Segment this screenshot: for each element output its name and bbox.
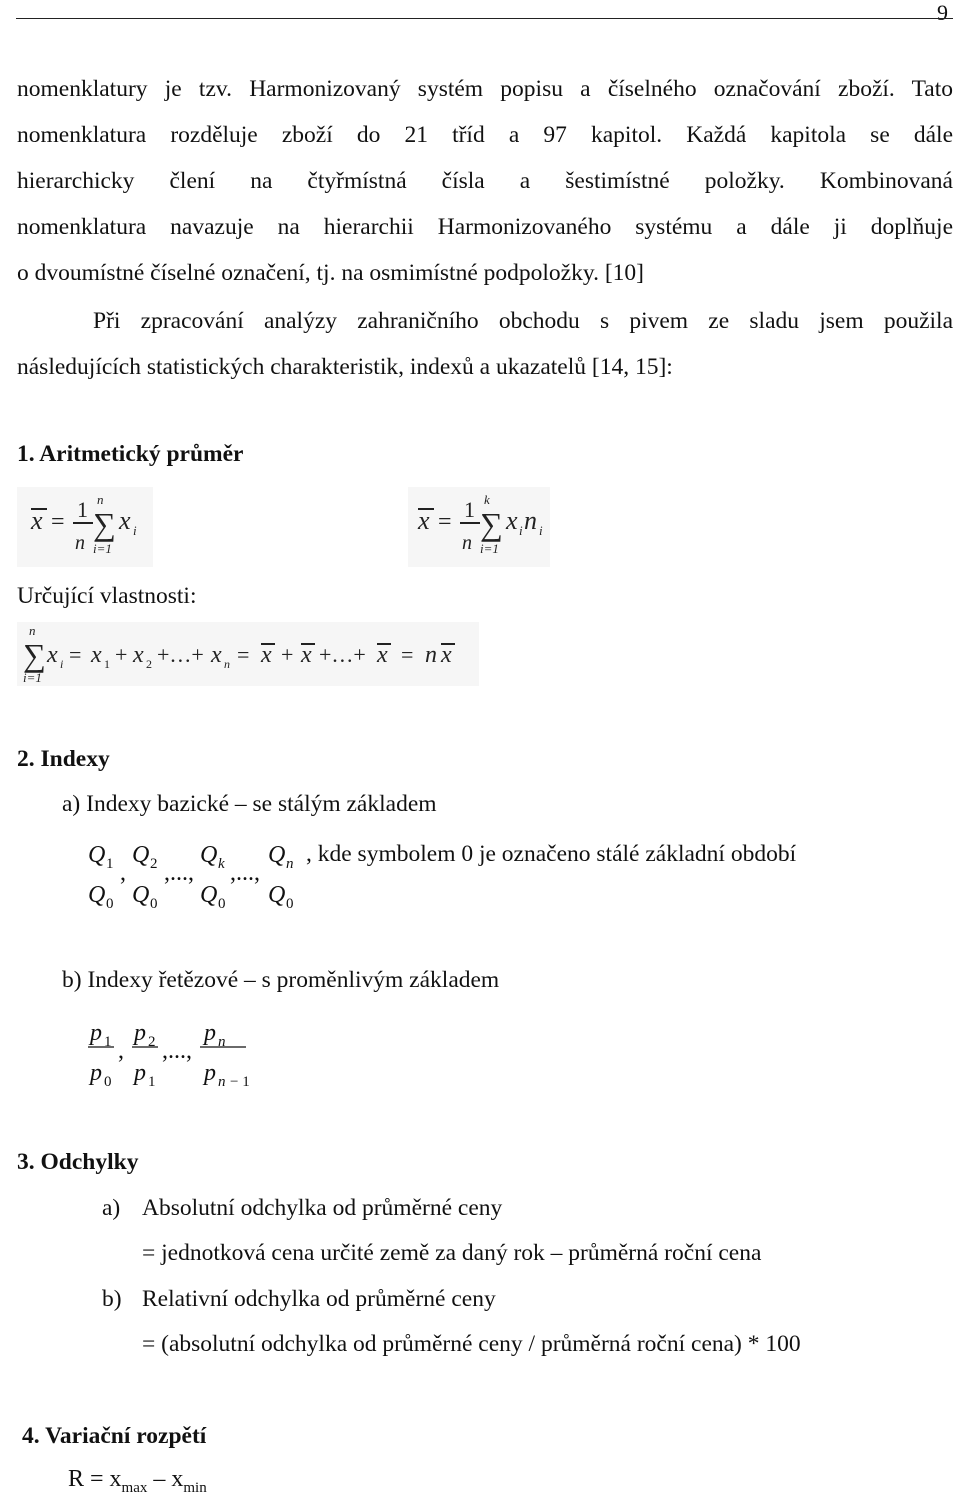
- svg-text:x: x: [301, 642, 312, 668]
- svg-text:x: x: [91, 642, 102, 668]
- svg-text:x: x: [261, 642, 272, 668]
- svg-text:x: x: [133, 642, 144, 668]
- svg-text:1: 1: [106, 856, 114, 872]
- svg-text:n: n: [462, 532, 472, 554]
- list-marker: b): [102, 1286, 122, 1312]
- svg-text:Q: Q: [268, 882, 286, 908]
- svg-text:n: n: [218, 1034, 226, 1050]
- svg-text:x: x: [211, 642, 222, 668]
- svg-text:x: x: [441, 642, 452, 668]
- svg-text:+: +: [115, 642, 128, 667]
- svg-text:k: k: [218, 856, 225, 872]
- svg-text:Q: Q: [268, 842, 286, 868]
- range-formula-main: R = x: [68, 1466, 122, 1492]
- svg-text:∑: ∑: [93, 506, 116, 542]
- svg-text:Q: Q: [200, 842, 218, 868]
- relative-deviation-formula: = (absolutní odchylka od průměrné ceny / průměrná roční cena) * 100: [142, 1331, 801, 1357]
- svg-text:Q: Q: [88, 882, 106, 908]
- base-index-note: , kde symbolem 0 je označeno stálé základní období: [306, 841, 797, 867]
- svg-text:=: =: [401, 642, 414, 667]
- svg-text:i=1: i=1: [480, 541, 499, 556]
- svg-text:x: x: [506, 506, 518, 535]
- svg-text:i=1: i=1: [23, 670, 42, 685]
- svg-text:k: k: [484, 492, 490, 507]
- svg-text:i: i: [539, 523, 543, 538]
- svg-text:Q: Q: [200, 882, 218, 908]
- svg-text:+…+: +…+: [157, 642, 204, 667]
- svg-text:,...,: ,...,: [164, 860, 194, 886]
- svg-text:+: +: [281, 642, 294, 667]
- mean-formula-weighted: [408, 487, 550, 567]
- chain-index-label: b) Indexy řetězové – s proměnlivým základem: [62, 967, 500, 993]
- svg-text:i=1: i=1: [93, 541, 112, 556]
- svg-text:1: 1: [148, 1074, 156, 1090]
- svg-text:i: i: [519, 523, 523, 538]
- intro-line: nomenklatura navazuje na hierarchii Harmonizovaného systému a dále ji doplňuje: [17, 214, 953, 240]
- analysis-line: Při zpracování analýzy zahraničního obchodu s pivem ze sladu jsem použila: [93, 308, 953, 334]
- section-heading-indexes: 2. Indexy: [17, 746, 110, 772]
- svg-text:n: n: [425, 642, 437, 668]
- svg-text:n: n: [524, 506, 537, 535]
- svg-text:0: 0: [218, 896, 226, 912]
- base-index-label: a) Indexy bazické – se stálým základem: [62, 791, 437, 817]
- svg-text:n: n: [29, 623, 36, 638]
- svg-text:1: 1: [464, 497, 475, 522]
- svg-text:x: x: [119, 506, 131, 535]
- svg-text:Q: Q: [132, 882, 150, 908]
- svg-text:=: =: [51, 509, 65, 535]
- section-heading-deviations: 3. Odchylky: [17, 1149, 139, 1175]
- properties-label: Určující vlastnosti:: [17, 583, 197, 609]
- svg-text:2: 2: [148, 1034, 156, 1050]
- svg-text:=: =: [237, 642, 250, 667]
- svg-text:p: p: [204, 1060, 216, 1086]
- section-heading-mean: 1. Aritmetický průměr: [17, 441, 244, 467]
- analysis-paragraph: [17, 298, 953, 390]
- svg-text:1: 1: [77, 497, 88, 522]
- svg-text:− 1: − 1: [230, 1074, 250, 1090]
- svg-text:Q: Q: [88, 842, 106, 868]
- range-formula-sub-min: min: [183, 1480, 207, 1496]
- svg-text:0: 0: [106, 896, 114, 912]
- svg-text:n: n: [286, 856, 294, 872]
- svg-text:x: x: [47, 642, 58, 668]
- base-index-formula: [84, 834, 306, 914]
- svg-text:p: p: [134, 1060, 146, 1086]
- svg-text:∑: ∑: [23, 637, 46, 673]
- list-marker: a): [102, 1195, 121, 1221]
- svg-text:∑: ∑: [480, 506, 503, 542]
- svg-text:n: n: [97, 492, 104, 507]
- svg-text:1: 1: [104, 657, 110, 671]
- svg-text:p: p: [90, 1020, 102, 1046]
- svg-text:1: 1: [104, 1034, 112, 1050]
- svg-text:n: n: [224, 657, 230, 671]
- intro-line: nomenklatura rozděluje zboží do 21 tříd a 97 kapitol. Každá kapitola se dále: [17, 122, 953, 148]
- section-heading-range: 4. Variační rozpětí: [22, 1423, 207, 1449]
- sum-property-formula: [17, 622, 479, 686]
- header-divider: [16, 18, 953, 19]
- relative-deviation-label: Relativní odchylka od průměrné ceny: [142, 1286, 496, 1312]
- svg-text:+…+: +…+: [319, 642, 366, 667]
- svg-text:,: ,: [118, 1038, 124, 1064]
- svg-text:p: p: [90, 1060, 102, 1086]
- svg-text:p: p: [134, 1020, 146, 1046]
- absolute-deviation-formula: = jednotková cena určité země za daný rok – průměrná roční cena: [142, 1240, 762, 1266]
- intro-line: hierarchicky člení na čtyřmístná čísla a šestimístné položky. Kombinovaná: [17, 168, 953, 194]
- svg-text:2: 2: [146, 657, 152, 671]
- analysis-line: následujících statistických charakteristik, indexů a ukazatelů [14, 15]:: [17, 354, 673, 380]
- svg-text:0: 0: [286, 896, 294, 912]
- range-formula-sub-max: max: [121, 1480, 148, 1496]
- page-number: 9: [937, 0, 948, 25]
- svg-text:p: p: [204, 1020, 216, 1046]
- svg-text:,...,: ,...,: [230, 860, 260, 886]
- svg-text:0: 0: [104, 1074, 112, 1090]
- svg-text:Q: Q: [132, 842, 150, 868]
- svg-text:i: i: [133, 523, 137, 538]
- svg-text:2: 2: [150, 856, 158, 872]
- range-formula: [68, 1466, 207, 1497]
- svg-text:=: =: [69, 642, 82, 667]
- svg-text:0: 0: [150, 896, 158, 912]
- svg-text:x: x: [377, 642, 388, 668]
- svg-text:,: ,: [120, 860, 126, 886]
- svg-text:=: =: [438, 509, 452, 535]
- chain-index-formula: [84, 1012, 264, 1092]
- intro-line: o dvoumístné číselné označení, tj. na osmimístné podpoložky. [10]: [17, 260, 644, 286]
- intro-paragraph: [17, 66, 953, 296]
- absolute-deviation-label: Absolutní odchylka od průměrné ceny: [142, 1195, 503, 1221]
- range-formula-mid: – x: [147, 1466, 184, 1492]
- mean-formula-simple: [17, 487, 153, 567]
- svg-text:n: n: [218, 1074, 226, 1090]
- intro-line: nomenklatury je tzv. Harmonizovaný systém popisu a číselného označování zboží. Tato: [17, 76, 953, 102]
- svg-text:,...,: ,...,: [162, 1038, 192, 1064]
- svg-text:i: i: [60, 657, 64, 671]
- svg-text:x: x: [31, 506, 43, 535]
- svg-text:x: x: [418, 506, 430, 535]
- svg-text:n: n: [75, 532, 85, 554]
